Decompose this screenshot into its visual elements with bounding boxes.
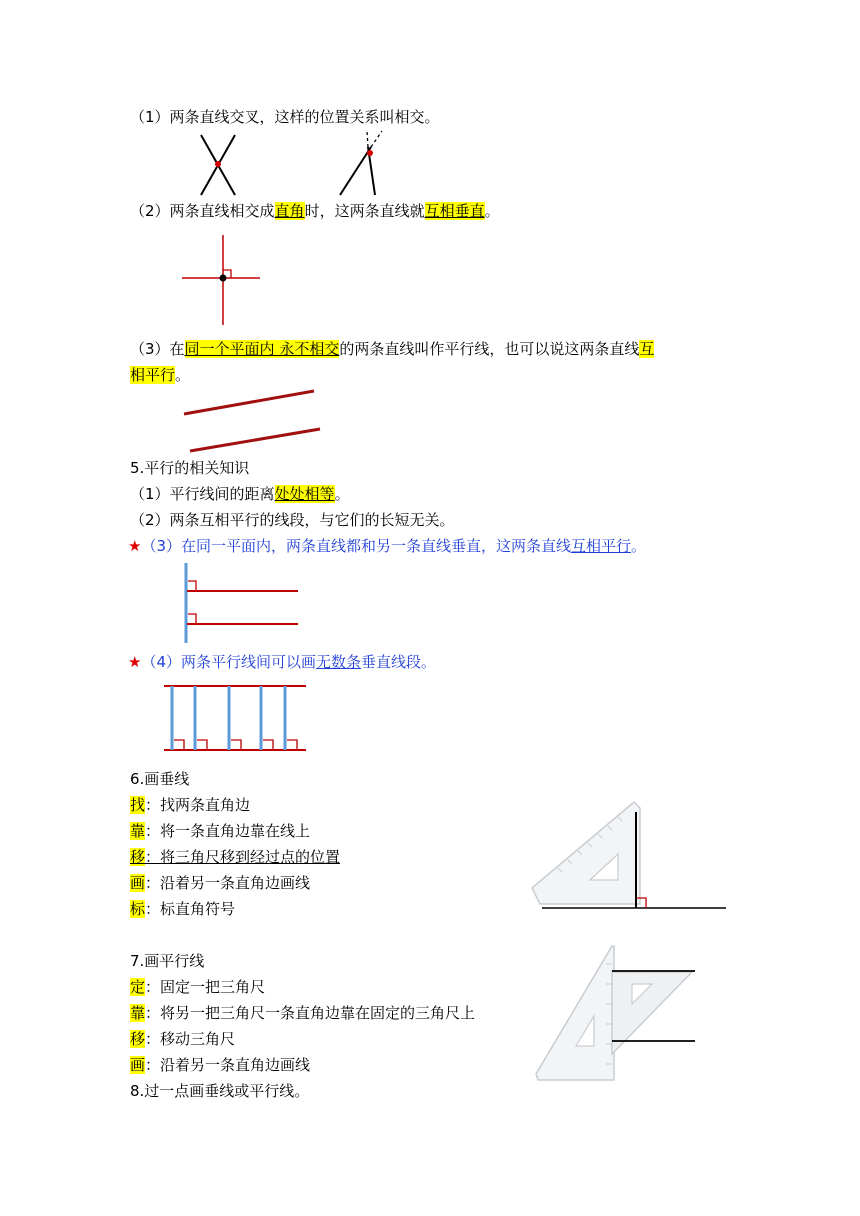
sec6-step: 标：标直角符号 [130,900,236,918]
intersect-text: （1）两条直线交叉，这样的位置关系叫相交。 [130,108,440,126]
sec6-title: 6.画垂线 [130,770,190,788]
parallel-def-text-cont: 相平行。 [130,366,191,384]
sec6-step: 靠：将一条直角边靠在线上 [130,822,311,840]
star-icon: ★ [128,653,142,671]
sec7-step: 靠：将另一把三角尺一条直角边靠在固定的三角尺上 [130,1004,476,1022]
sec5-item1: （1）平行线间的距离处处相等。 [130,485,350,503]
sec6-step: 找：找两条直角边 [130,796,251,814]
sec7-title: 7.画平行线 [130,952,205,970]
perpendicular-figure [180,233,270,328]
parallel-lines-figure [180,388,330,448]
set-square-perpendicular-figure [528,798,728,913]
two-perpendiculars-figure [182,561,312,646]
star-icon: ★ [128,537,142,555]
set-square-parallel-figure [532,944,702,1084]
sec7-step: 移：移动三角尺 [130,1030,236,1048]
intersecting-lines-figure [195,133,395,193]
perpendicular-text: （2）两条直线相交成直角时，这两条直线就互相垂直。 [130,202,500,220]
sec8-title: 8.过一点画垂线或平行线。 [130,1082,310,1100]
sec5-item2: （2）两条互相平行的线段，与它们的长短无关。 [130,511,455,529]
sec7-step: 定：固定一把三角尺 [130,978,266,996]
sec5-item3: ★（3）在同一平面内，两条直线都和另一条直线垂直，这两条直线互相平行。 [128,537,647,555]
sec6-step: 移：将三角尺移到经过点的位置 [130,848,341,866]
sec5-item4: ★（4）两条平行线间可以画无数条垂直线段。 [128,653,437,671]
sec6-step: 画：沿着另一条直角边画线 [130,874,311,892]
many-perpendiculars-figure [162,682,312,757]
sec7-step: 画：沿着另一条直角边画线 [130,1056,311,1074]
sec5-title: 5.平行的相关知识 [130,459,250,477]
parallel-def-text: （3）在同一个平面内 永不相交的两条直线叫作平行线，也可以说这两条直线互 [130,340,655,358]
